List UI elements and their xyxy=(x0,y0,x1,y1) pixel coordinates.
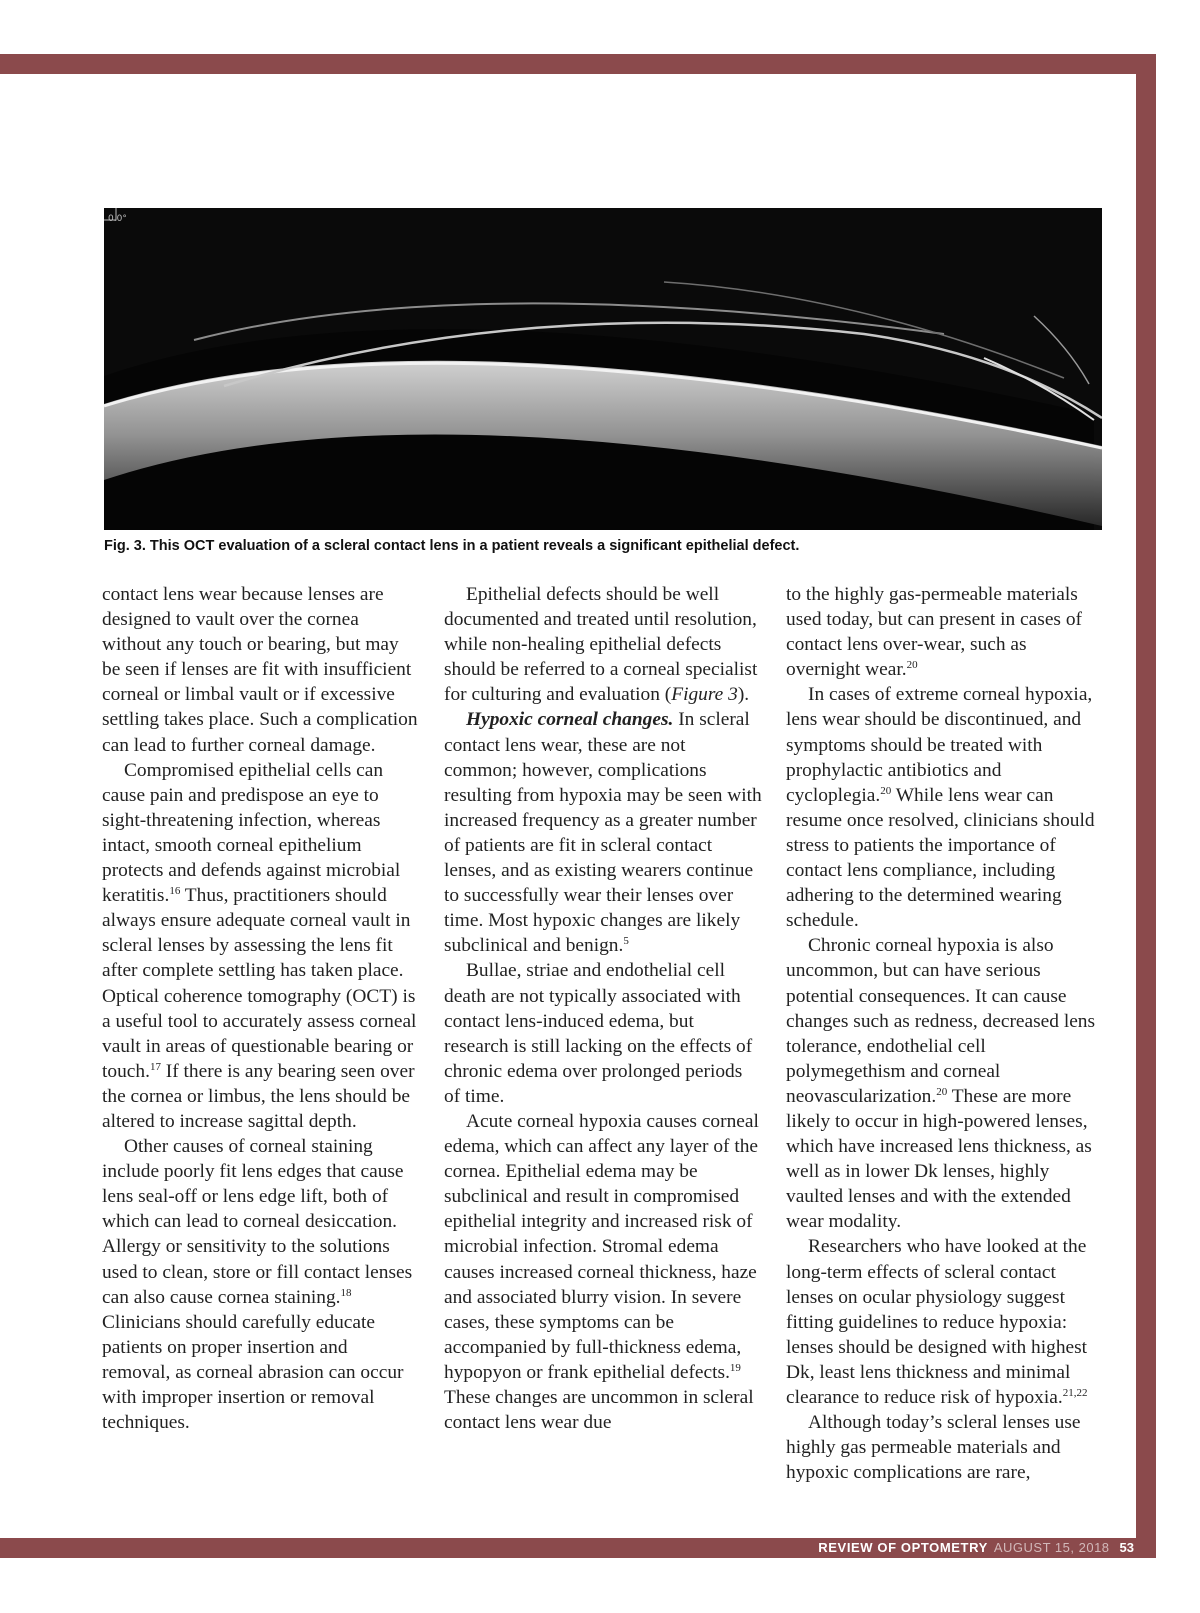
top-border-bar xyxy=(0,54,1156,74)
paragraph: Bullae, striae and endothelial cell death are not typically associated with contact lens-induced edema, but research is still lacking on the effects of chronic edema over prolonged periods of time. xyxy=(444,960,753,1107)
paragraph: Acute corneal hypoxia causes corneal edema, which can affect any layer of the cornea. Epithelial edema may be subclinical and result in compromised epithelial integrity and increased risk of microbial infection. Stromal edema causes increased corneal thickness, haze and associated blurry vision. In severe cases, these symptoms can be accompanied by full-thickness edema, hypopyon or frank epithelial defects.$^{19}$ These changes are uncommon in scleral contact lens wear due xyxy=(444,1110,759,1434)
citation: 17 xyxy=(149,1060,161,1073)
citation: 5 xyxy=(623,935,629,948)
paragraph: Researchers who have looked at the long-term effects of scleral contact lenses on ocular physiology suggest fitting guidelines to reduce hypoxia: lenses should be designed with highest Dk, least lens thickness and minimal clearance to reduce risk of hypoxia.$^{21,22}$ xyxy=(786,1236,1088,1408)
citation: 21,22 xyxy=(1062,1387,1088,1399)
magazine-name: REVIEW OF OPTOMETRY xyxy=(818,1540,988,1555)
paragraph: Chronic corneal hypoxia is also uncommon, but can have serious potential consequences. It can cause changes such as redness, decreased lens tolerance, endothelial cell polymegethism and corneal neovascularization.$^{20}$ These are more likely to occur in high-powered lenses, which have increased lens thickness, as well as in lower Dk lenses, highly vaulted lenses and with the extended wear modality. xyxy=(786,935,1096,1233)
paragraph: Compromised epithelial cells can cause pain and predispose an eye to sight-threatening infection, whereas intact, smooth corneal epithelium protects and defends against microbial keratitis.$^{16}$ Thus, practitioners should always ensure adequate corneal vault in scleral lenses by assessing the lens fit after complete settling has taken place. Optical coherence tomography (OCT) is a useful tool to accurately assess corneal vault in areas of questionable bearing or touch.$^{17}$ If there is any bearing seen over the cornea or limbus, the lens should be altered to increase sagittal depth. xyxy=(102,759,417,1132)
right-border-bar xyxy=(1136,54,1156,1556)
oct-scan-graphic xyxy=(104,208,1102,530)
body-column-1 xyxy=(102,582,420,1435)
citation: 20 xyxy=(880,784,892,797)
oct-figure-image xyxy=(104,208,1102,530)
page-footer xyxy=(760,1538,1140,1558)
figure-reference: Figure 3 xyxy=(671,684,738,706)
body-column-2 xyxy=(444,582,762,1435)
body-column-3 xyxy=(786,582,1104,1485)
citation: 20 xyxy=(936,1085,948,1098)
figure-angle-label: 0.0° xyxy=(108,214,127,224)
issue-date: AUGUST 15, 2018 xyxy=(993,1540,1110,1555)
citation: 19 xyxy=(729,1361,741,1374)
figure-caption: Fig. 3. This OCT evaluation of a scleral contact lens in a patient reveals a significant epithelial defect. xyxy=(104,538,800,554)
paragraph: to the highly gas-permeable materials used today, but can present in cases of contact lens over-wear, such as overnight wear.$^{20}$ xyxy=(786,584,1082,681)
page-number: 53 xyxy=(1119,1540,1134,1555)
paragraph: Hypoxic corneal changes. In scleral contact lens wear, these are not common; however, complications resulting from hypoxia may be seen with increased frequency as a greater number of patients are fit in scleral contact lenses, and as existing wearers continue to successfully wear their lenses over time. Most hypoxic changes are likely subclinical and benign.$^5$ xyxy=(444,709,762,957)
paragraph: In cases of extreme corneal hypoxia, lens wear should be discontinued, and symptoms should be treated with prophylactic antibiotics and cycloplegia.$^{20}$ While lens wear can resume once resolved, clinicians should stress to patients the importance of contact lens compliance, including adhering to the determined wearing schedule. xyxy=(786,684,1095,932)
paragraph: Although today’s scleral lenses use highly gas permeable materials and hypoxic complications are rare, xyxy=(786,1412,1081,1484)
paragraph: Epithelial defects should be well documented and treated until resolution, while non-healing epithelial defects should be referred to a corneal specialist for culturing and evaluation (Figure 3). xyxy=(444,584,758,706)
citation: 20 xyxy=(906,659,918,672)
paragraph: Other causes of corneal staining include poorly fit lens edges that cause lens seal-off or lens edge lift, both of which can lead to corneal desiccation. Allergy or sensitivity to the solutions used to clean, store or fill contact lenses can also cause cornea staining.$^{18}$ Clinicians should carefully educate patients on proper insertion and removal, as corneal abrasion can occur with improper insertion or removal techniques. xyxy=(102,1136,413,1434)
citation: 18 xyxy=(340,1286,352,1299)
citation: 16 xyxy=(169,885,181,898)
paragraph: contact lens wear because lenses are designed to vault over the cornea without any touch or bearing, but may be seen if lenses are fit with insufficient corneal or limbal vault or if excessive settling takes place. Such a complication can lead to further corneal damage. xyxy=(102,584,418,756)
section-subheading: Hypoxic corneal changes. xyxy=(466,709,674,731)
